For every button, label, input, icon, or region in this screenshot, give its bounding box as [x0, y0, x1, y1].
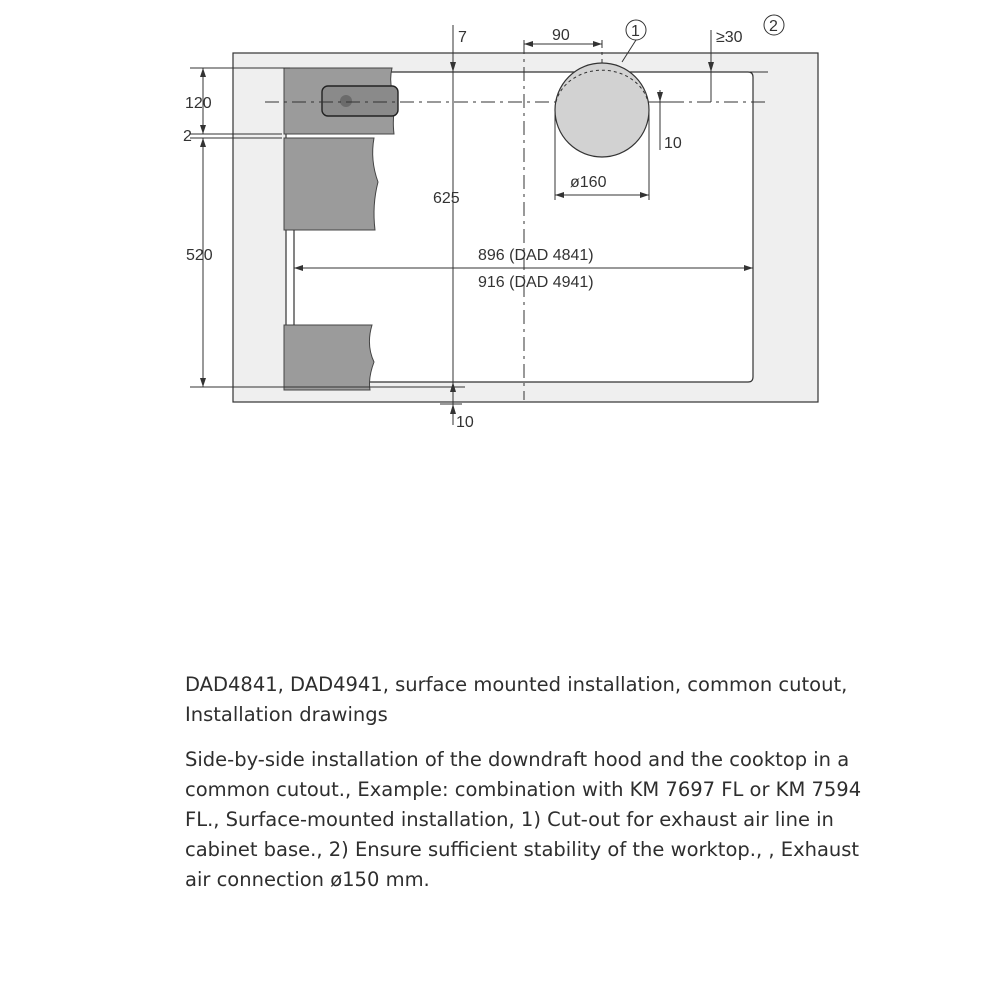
caption-title: DAD4841, DAD4941, surface mounted installation, common cutout, Installation drawings	[185, 673, 848, 726]
dim-90: 90	[552, 27, 570, 44]
cabinet-section-bottom	[284, 325, 374, 390]
dim-10-circle: 10	[664, 135, 682, 152]
cabinet-section-middle	[284, 138, 378, 230]
dim-520: 520	[186, 247, 213, 264]
dim-916: 916 (DAD 4941)	[478, 274, 594, 291]
dim-10-bottom: 10	[456, 414, 474, 431]
dim-160: ø160	[570, 174, 607, 191]
dim-30: ≥30	[716, 29, 743, 46]
dim-2: 2	[183, 128, 192, 145]
connection-slot	[322, 86, 398, 116]
dim-896: 896 (DAD 4841)	[478, 247, 594, 264]
callout-2-label: 2	[769, 18, 778, 35]
dim-7: 7	[458, 29, 467, 46]
dim-120: 120	[185, 95, 212, 112]
installation-drawing	[0, 0, 1000, 450]
dim-625: 625	[433, 190, 460, 207]
callout-1-label: 1	[631, 23, 640, 40]
exhaust-cutout-circle	[555, 63, 649, 157]
caption-body: Side-by-side installation of the downdraft hood and the cooktop in a common cutout., Example: combination with KM 7697 FL or KM 7594 FL., Surface-mounted installation, 1) Cut-out for exhaust air line in cabinet base., 2) Ensure sufficient stability of the worktop., , Exhaust air connection ø150 mm.	[185, 748, 862, 891]
connection-point	[340, 95, 352, 107]
